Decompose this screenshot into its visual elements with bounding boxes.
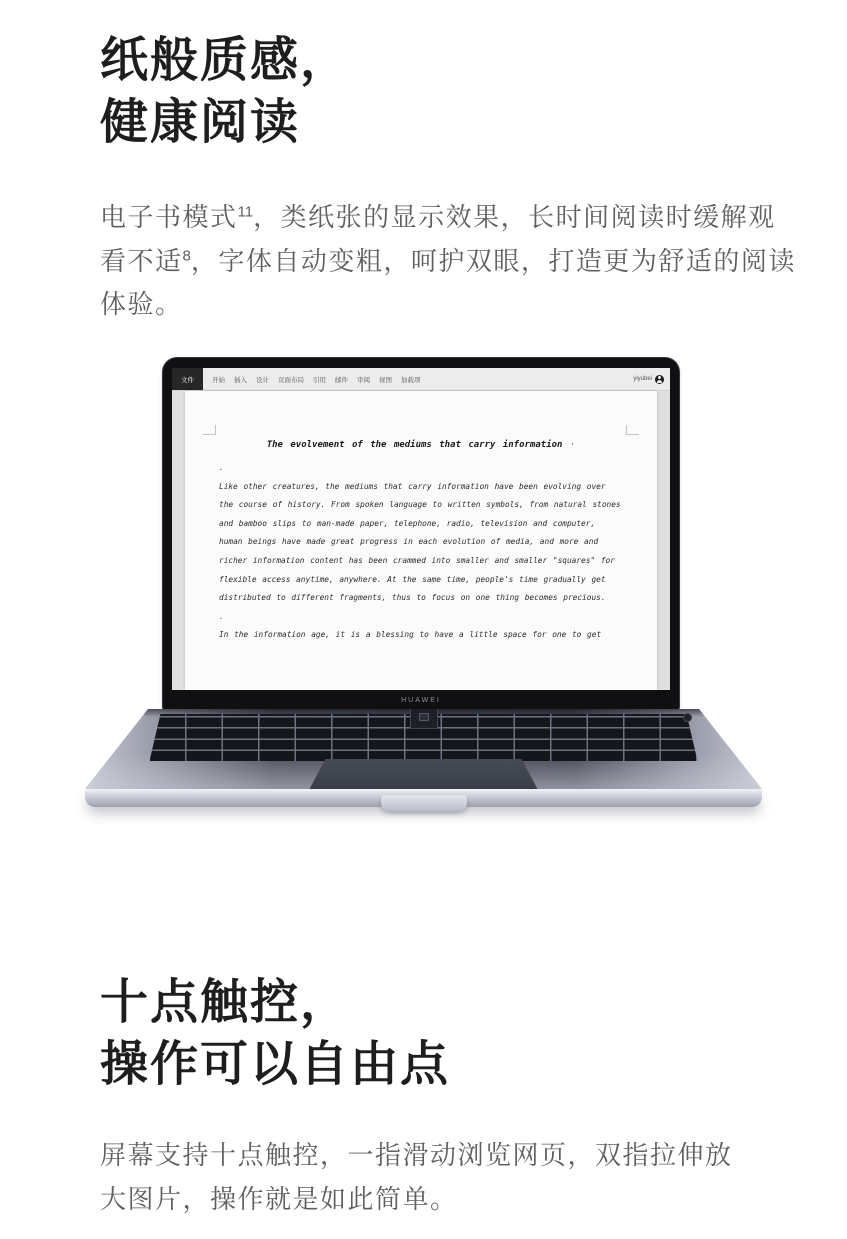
document-title: The evolvement of the mediums that carry information · [266, 440, 576, 450]
file-tab: 文件 [172, 368, 203, 390]
paragraph-mark: . [219, 611, 224, 621]
account-name: yiyubei [633, 376, 652, 382]
laptop-image [0, 355, 847, 820]
user-avatar-icon [655, 375, 664, 384]
menu-item-design: 设计 [256, 376, 269, 384]
title-paragraph-mark: · [569, 440, 576, 450]
document-paragraph-1: Like other creatures, the mediums that carry information have been evolving over the course of history. From spoken language to written symbols, from natural stones and bamboo slips to man-made paper, telephone, radio, television and computer, human beings have made great progress in each evolution of media, and more and richer information content has been crammed into smaller and smaller "squares" for flexible access anytime, anywhere. At the same time, people's time gradually get distributed to different fragments, thus to focus on one thing becomes precious. [219, 481, 621, 603]
heading-ten-point-touch [100, 972, 450, 1096]
footnote-sup-11: 11 [237, 203, 254, 221]
document-canvas [172, 391, 670, 690]
laptop-deck [85, 709, 762, 789]
menu-item-home: 开始 [212, 376, 225, 384]
menu-item-page-layout: 页面布局 [278, 376, 304, 384]
menu-item-addins: 加载项 [401, 376, 421, 384]
popup-camera-key [410, 707, 438, 729]
trackpad [310, 759, 538, 789]
heading-line-1: 纸般质感， [100, 34, 351, 87]
menu-item-references: 引用 [313, 376, 326, 384]
heading-line-1: 十点触控， [100, 976, 351, 1029]
heading-line-2: 操作可以自由点 [100, 1038, 451, 1091]
body-paper-reading [100, 196, 800, 327]
camera-lens-icon [419, 713, 429, 721]
document-page [185, 391, 657, 690]
huawei-logo: HUAWEI [401, 697, 441, 704]
document-paragraph-2: In the information age, it is a blessing to have a little space for one to get [219, 630, 602, 640]
heading-line-2: 健康阅读 [100, 96, 301, 149]
power-button [683, 713, 692, 722]
heading-paper-reading [100, 30, 350, 154]
menu-item-mailings: 邮件 [335, 376, 348, 384]
menu-item-view: 视图 [379, 376, 392, 384]
body-ten-point-touch: 屏幕支持十点触控，一指滑动浏览网页，双指拉伸放大图片，操作就是如此简单。 [100, 1140, 733, 1214]
footnote-sup-8: 8 [182, 246, 191, 264]
front-lip-notch [381, 795, 467, 811]
laptop-screen [163, 358, 679, 710]
body-reading-text-1: 电子书模式 [100, 202, 238, 232]
menu-item-review: 审阅 [357, 376, 370, 384]
paragraph-mark: . [219, 463, 224, 472]
screen-content [172, 368, 670, 690]
menu-item-insert: 插入 [234, 376, 247, 384]
laptop-front-edge [85, 789, 762, 807]
crop-mark-right-icon [626, 425, 639, 435]
body-reading-text-3: ，字体自动变粗，呵护双眼，打造更为舒适的阅读体验。 [100, 245, 796, 319]
crop-mark-left-icon [203, 425, 216, 435]
word-menubar [172, 368, 670, 391]
body-reading-text-2: ，类纸张的显示效果，长时间阅读时缓解观看不适 [100, 202, 776, 276]
account-area [633, 375, 664, 384]
